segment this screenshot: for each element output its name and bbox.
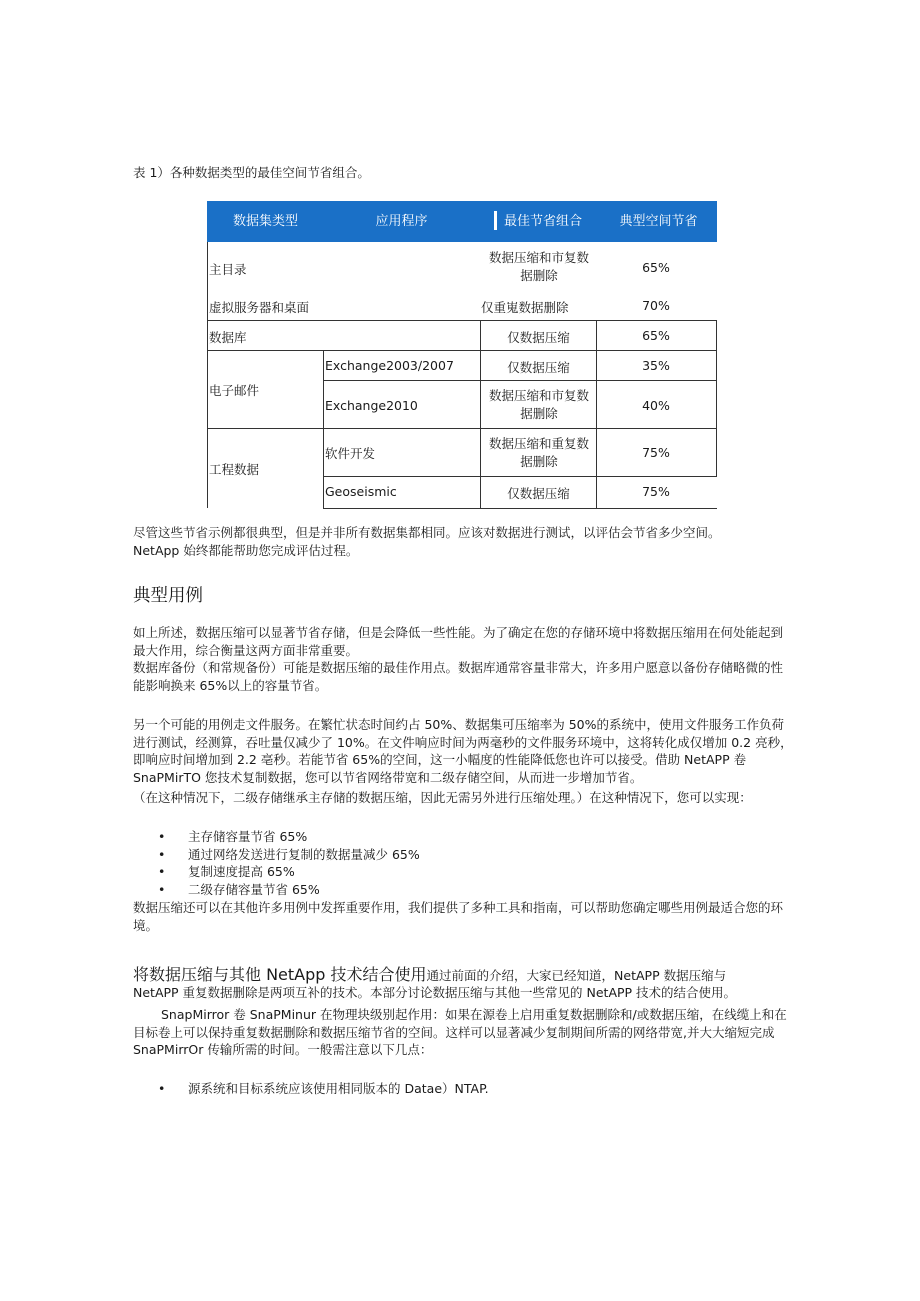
table-border-left	[207, 242, 208, 508]
cell-combo-software-dev: 数据压缩和重复数据删除	[488, 436, 589, 469]
bullet-icon: •	[158, 881, 166, 897]
section1-paragraph-2: 数据库备份（和常规备份）可能是数据压缩的最佳作用点。数据库通常容量非常大，许多用户愿意以备份存储略微的性能影响换来 65%以上的容量节省。	[133, 660, 784, 693]
cell-app-software-dev: 软件开发	[325, 446, 376, 461]
cell-type-eng: 工程数据	[209, 462, 260, 477]
section2-line-2: NetAPP 重复数据删除是两项互补的技术。本部分讨论数据压缩与其他一些常见的 NetAPP 技术的结合使用。	[133, 985, 737, 1000]
table-caption: 表 1）各种数据类型的最佳空间节省组合。	[133, 165, 370, 180]
header-dataset-type: 数据集类型	[232, 214, 298, 229]
table-line	[207, 320, 717, 321]
list-item: • 通过网络发送进行复制的数据量减少 65%	[158, 846, 420, 862]
table-app-divider	[323, 350, 324, 508]
table-line	[323, 508, 717, 509]
list-item: • 复制速度提高 65%	[158, 864, 295, 879]
table-line	[323, 380, 717, 381]
after-table-line-1: 尽管这些节省示例都很典型，但是并非所有数据集都相同。应该对数据进行测试，以评估会节省多少空间。	[133, 525, 721, 540]
cell-combo-exchange2003: 仅数据压缩	[507, 360, 570, 375]
header-best-combo: 最佳节省组合	[503, 214, 582, 229]
cell-saving-db: 65%	[642, 328, 670, 343]
cell-type-home: 主目录	[209, 262, 247, 277]
list-item: • 二级存储容量节省 65%	[158, 881, 320, 897]
cell-combo-geoseismic: 仅数据压缩	[507, 486, 570, 501]
section1-paragraph-1: 如上所述，数据压缩可以显著节省存储，但是会降低一些性能。为了确定在您的存储环境中将数据压缩用在何处能起到最大作用，综合衡量这两方面非常重要。	[133, 625, 784, 658]
list-item: • 主存储容量节省 65%	[158, 829, 308, 844]
cell-type-virtual: 虚拟服务器和桌面	[209, 300, 310, 315]
header-application: 应用程序	[375, 214, 428, 229]
section-heading-combine-netapp: 将数据压缩与其他 NetApp 技术结合使用	[133, 965, 427, 984]
table-saving-divider	[596, 320, 597, 508]
bullet-icon: •	[158, 864, 166, 879]
cell-app-exchange2010: Exchange2010	[325, 398, 418, 413]
section1-paragraph-3: 另一个可能的用例走文件服务。在繁忙状态时间约占 50%、数据集可压缩率为 50%的系统中，使用文件服务工作负荷进行测试，经测算，吞吐量仅减少了 10%。在文件响应时间为两毫秒的文件服务环境中，这将转化成仅增加 0.2 亮秒，即响应时间增加到 2.2 亳秒。若能节省 65%的空间，这一小幅度的性能降低您也许可以接受。借助 NetAPP 卷 SnaPMirTO 您技术复制数据，您可以节省网络带宽和二级存储空间，从而进一步增加节省。	[133, 717, 793, 785]
cell-saving-software-dev: 75%	[642, 445, 670, 460]
header-typical-saving: 典型空间节省	[619, 214, 698, 229]
cell-type-mail: 电子邮件	[209, 383, 260, 398]
section2-lead: 通过前面的介绍，大家已经知道，NetAPP 数据压缩与	[426, 968, 727, 983]
cell-combo-home: 数据压缩和市复数据删除	[488, 250, 589, 283]
section2-heading-line	[133, 962, 813, 985]
cell-app-geoseismic: Geoseismic	[325, 484, 397, 499]
bullet-icon: •	[158, 829, 166, 844]
cell-saving-exchange2003: 35%	[642, 358, 670, 373]
after-table-line-2: NetApp 始终都能帮助您完成评估过程。	[133, 543, 359, 558]
section1-paragraph-4: （在这种情况下，二级存储继承主存储的数据压缩，因此无需另外进行压缩处理。）在这种情况下，您可以实现：	[133, 790, 752, 805]
bullet-icon: •	[158, 1081, 166, 1096]
cell-saving-virtual: 70%	[642, 298, 670, 313]
section-heading-typical-use-cases: 典型用例	[133, 586, 203, 606]
cell-combo-virtual: 仅重嵬数据删除	[481, 300, 569, 315]
header-separator	[494, 211, 497, 230]
table-line	[207, 428, 717, 429]
list-item: • 源系统和目标系统应该使用相同版本的 Datae）NTAP.	[158, 1081, 489, 1096]
cell-combo-exchange2010: 数据压缩和市复数据删除	[488, 388, 589, 421]
cell-combo-db: 仅数据压缩	[507, 330, 570, 345]
cell-saving-geoseismic: 75%	[642, 484, 670, 499]
cell-app-exchange2003: Exchange2003∕2007	[325, 358, 454, 373]
section1-paragraph-5: 数据压缩还可以在其他许多用例中发挥重要作用，我们提供了多种工具和指南，可以帮助您确定哪些用例最适合您的环境。	[133, 900, 784, 933]
table-col-divider	[480, 320, 481, 508]
table-header-row	[207, 201, 717, 242]
benefits-list	[158, 828, 718, 898]
section2-paragraph: SnapMirror 卷 SnaPMinur 在物理块级别起作用：如果在源卷上启用重复数据删除和/或数据压缩，在线缆上和在目标卷上可以保持重复数据删除和数据压缩节省的空间。这样可以显著减少复制期间所需的网络带宽,并大大缩短完成 SnaPMirrOr 传输所需的时间。一般需注意以下几点：	[133, 1007, 787, 1057]
cell-type-db: 数据库	[209, 330, 247, 345]
cell-saving-home: 65%	[642, 260, 670, 275]
table-line	[323, 476, 717, 477]
table-line	[207, 350, 717, 351]
notes-list	[158, 1080, 718, 1098]
cell-saving-exchange2010: 40%	[642, 398, 670, 413]
table-border-right	[716, 320, 717, 477]
bullet-icon: •	[158, 846, 166, 862]
